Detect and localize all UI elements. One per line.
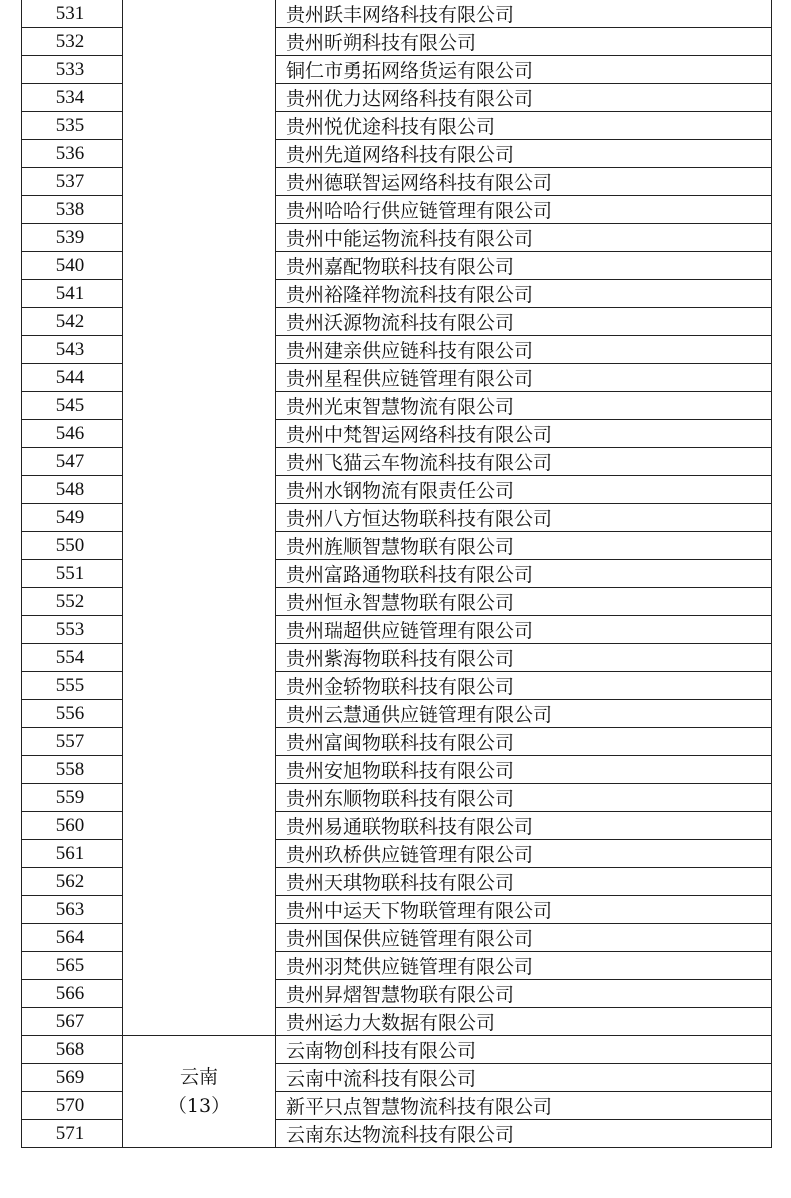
company-name: 贵州羽梵供应链管理有限公司 [276, 952, 772, 980]
company-name: 贵州沃源物流科技有限公司 [276, 308, 772, 336]
company-name: 贵州玖桥供应链管理有限公司 [276, 840, 772, 868]
company-name: 贵州运力大数据有限公司 [276, 1008, 772, 1036]
company-name: 贵州富路通物联科技有限公司 [276, 560, 772, 588]
row-number: 563 [22, 896, 123, 924]
row-number: 567 [22, 1008, 123, 1036]
row-number: 531 [22, 0, 123, 28]
row-number: 559 [22, 784, 123, 812]
row-number: 538 [22, 196, 123, 224]
company-name: 贵州八方恒达物联科技有限公司 [276, 504, 772, 532]
company-name: 云南东达物流科技有限公司 [276, 1120, 772, 1148]
row-number: 571 [22, 1120, 123, 1148]
company-name: 贵州东顺物联科技有限公司 [276, 784, 772, 812]
company-name: 贵州飞猫云车物流科技有限公司 [276, 448, 772, 476]
row-number: 554 [22, 644, 123, 672]
company-name: 贵州国保供应链管理有限公司 [276, 924, 772, 952]
row-number: 546 [22, 420, 123, 448]
row-number: 543 [22, 336, 123, 364]
company-name: 贵州哈哈行供应链管理有限公司 [276, 196, 772, 224]
row-number: 539 [22, 224, 123, 252]
row-number: 570 [22, 1092, 123, 1120]
row-number: 537 [22, 168, 123, 196]
row-number: 561 [22, 840, 123, 868]
table-row [22, 1036, 772, 1064]
company-name: 贵州悦优途科技有限公司 [276, 112, 772, 140]
row-number: 536 [22, 140, 123, 168]
row-number: 540 [22, 252, 123, 280]
row-number: 556 [22, 700, 123, 728]
province-name: 云南 [179, 1065, 218, 1088]
row-number: 547 [22, 448, 123, 476]
province-cell [123, 0, 276, 1036]
company-name: 贵州昇熠智慧物联有限公司 [276, 980, 772, 1008]
province-count: （13） [167, 1094, 231, 1117]
row-number: 550 [22, 532, 123, 560]
company-name: 贵州先道网络科技有限公司 [276, 140, 772, 168]
company-name: 贵州易通联物联科技有限公司 [276, 812, 772, 840]
row-number: 565 [22, 952, 123, 980]
row-number: 533 [22, 56, 123, 84]
company-name: 贵州裕隆祥物流科技有限公司 [276, 280, 772, 308]
company-name: 贵州跃丰网络科技有限公司 [276, 0, 772, 28]
company-name: 贵州昕朔科技有限公司 [276, 28, 772, 56]
company-name: 贵州紫海物联科技有限公司 [276, 644, 772, 672]
row-number: 557 [22, 728, 123, 756]
company-name: 贵州星程供应链管理有限公司 [276, 364, 772, 392]
row-number: 545 [22, 392, 123, 420]
province-cell [123, 1036, 276, 1148]
row-number: 551 [22, 560, 123, 588]
row-number: 548 [22, 476, 123, 504]
company-name: 贵州安旭物联科技有限公司 [276, 756, 772, 784]
row-number: 569 [22, 1064, 123, 1092]
company-name: 贵州金轿物联科技有限公司 [276, 672, 772, 700]
row-number: 553 [22, 616, 123, 644]
company-name: 贵州天琪物联科技有限公司 [276, 868, 772, 896]
company-name: 贵州建亲供应链科技有限公司 [276, 336, 772, 364]
row-number: 568 [22, 1036, 123, 1064]
company-name: 云南物创科技有限公司 [276, 1036, 772, 1064]
row-number: 535 [22, 112, 123, 140]
row-number: 549 [22, 504, 123, 532]
row-number: 555 [22, 672, 123, 700]
company-name: 贵州中运天下物联管理有限公司 [276, 896, 772, 924]
company-name: 贵州旌顺智慧物联有限公司 [276, 532, 772, 560]
company-name: 贵州中能运物流科技有限公司 [276, 224, 772, 252]
company-name: 贵州富闽物联科技有限公司 [276, 728, 772, 756]
row-number: 532 [22, 28, 123, 56]
company-name: 贵州德联智运网络科技有限公司 [276, 168, 772, 196]
row-number: 560 [22, 812, 123, 840]
row-number: 558 [22, 756, 123, 784]
company-name: 新平只点智慧物流科技有限公司 [276, 1092, 772, 1120]
company-name: 贵州水钢物流有限责任公司 [276, 476, 772, 504]
company-name: 贵州恒永智慧物联有限公司 [276, 588, 772, 616]
company-name: 贵州嘉配物联科技有限公司 [276, 252, 772, 280]
row-number: 541 [22, 280, 123, 308]
company-name: 云南中流科技有限公司 [276, 1064, 772, 1092]
company-name: 贵州中梵智运网络科技有限公司 [276, 420, 772, 448]
row-number: 552 [22, 588, 123, 616]
table-body [22, 0, 772, 1148]
row-number: 566 [22, 980, 123, 1008]
row-number: 542 [22, 308, 123, 336]
company-name: 贵州瑞超供应链管理有限公司 [276, 616, 772, 644]
row-number: 564 [22, 924, 123, 952]
row-number: 562 [22, 868, 123, 896]
company-table [21, 0, 772, 1148]
row-number: 534 [22, 84, 123, 112]
table-row [22, 0, 772, 28]
company-name: 贵州光束智慧物流有限公司 [276, 392, 772, 420]
company-name: 铜仁市勇拓网络货运有限公司 [276, 56, 772, 84]
company-name: 贵州云慧通供应链管理有限公司 [276, 700, 772, 728]
company-name: 贵州优力达网络科技有限公司 [276, 84, 772, 112]
row-number: 544 [22, 364, 123, 392]
